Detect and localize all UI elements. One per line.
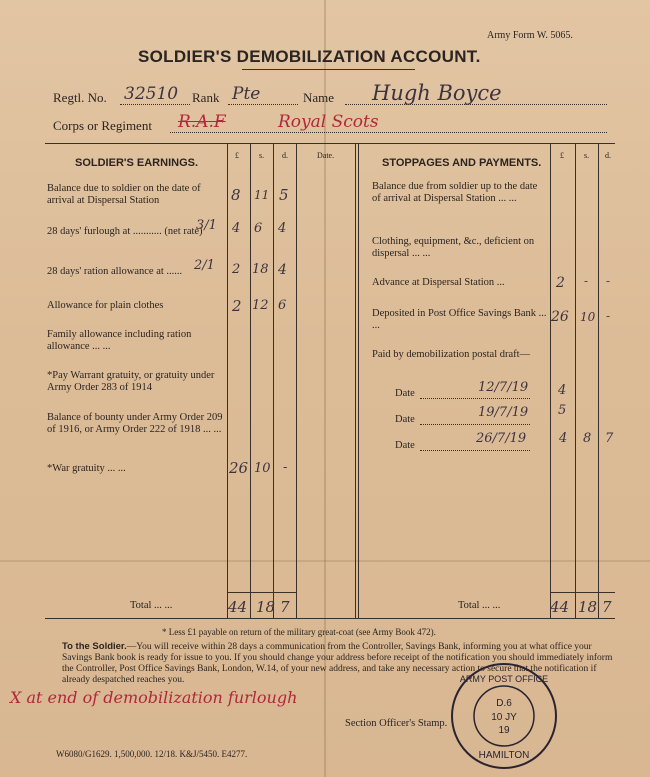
to-soldier-heading: To the Soldier. (62, 641, 127, 652)
postmark-date: 10 JY (491, 712, 517, 723)
draft-date-value: 19/7/19 (478, 405, 529, 420)
stoppages-row-label: Paid by demobilization postal draft— (372, 349, 531, 360)
postmark-top-text: ARMY POST OFFICE (459, 674, 549, 684)
corps-value: Royal Scots (278, 112, 379, 132)
earnings-row-shillings: 18 (252, 262, 269, 277)
stoppages-row-shillings: - (584, 274, 589, 288)
regtl-value: 32510 (124, 84, 179, 104)
earnings-row-label: 28 days' furlough at ........... (net rate) (47, 226, 203, 237)
earnings-row-pence: 4 (278, 262, 287, 278)
draft-date-value: 26/7/19 (476, 431, 527, 446)
stoppages-row-shillings: 10 (580, 310, 596, 324)
postmark-stamp (448, 660, 560, 772)
earnings-row-pence: 5 (279, 186, 289, 204)
draft-pounds: 5 (558, 403, 567, 418)
col-pounds-left: £ (235, 151, 239, 160)
stoppages-total-pence: 7 (602, 598, 612, 616)
draft-shillings: 8 (583, 431, 592, 446)
col-shillings-right: s. (584, 151, 590, 160)
earnings-row-label: 28 days' ration allowance at ...... (47, 266, 183, 277)
col-pence-right: d. (605, 151, 611, 160)
col-pence-left: d. (282, 151, 288, 160)
col-shillings-left: s. (259, 151, 265, 160)
form-number: Army Form W. 5065. (487, 30, 573, 41)
earnings-total-label: Total ... ... (130, 600, 173, 611)
draft-date-label: Date (395, 440, 415, 451)
corps-label: Corps or Regiment (53, 118, 152, 133)
stoppages-row-label: Balance due from soldier up to the date of arrival at Dispersal Station ... ... (372, 181, 538, 204)
earnings-row-shillings: 10 (254, 461, 271, 476)
table-top-rule (45, 143, 615, 144)
regtl-label: Regtl. No. (53, 90, 107, 105)
earnings-total-pence: 7 (280, 598, 290, 616)
stoppages-row-label: Clothing, equipment, &c., deficient on dispersal ... ... (372, 236, 535, 259)
stoppages-row-pence: - (606, 309, 611, 323)
stoppages-row-pounds: 2 (556, 275, 565, 291)
draft-pence: 7 (605, 431, 614, 446)
earnings-row-label: Balance due to soldier on the date of arrival at Dispersal Station (47, 183, 201, 206)
earnings-row-pounds: 2 (232, 297, 242, 315)
earnings-row-pounds: 8 (231, 186, 241, 204)
earnings-row-pence: 4 (278, 221, 287, 236)
postmark-bottom-text: HAMILTON (478, 750, 530, 761)
earnings-row-pounds: 4 (232, 221, 241, 236)
rank-label: Rank (192, 90, 220, 105)
draft-date-label: Date (395, 414, 415, 425)
earnings-row-label: Allowance for plain clothes (47, 300, 164, 311)
section-officer-label: Section Officer's Stamp. (345, 718, 448, 729)
draft-pounds: 4 (559, 431, 568, 446)
rank-value: Pte (232, 84, 261, 104)
earnings-row-shillings: 12 (252, 298, 269, 313)
earnings-row-pence: 6 (278, 298, 287, 313)
earnings-row-pounds: 2 (232, 262, 241, 277)
earnings-row-rate: 2/1 (194, 258, 215, 273)
draft-pounds: 4 (558, 383, 567, 398)
earnings-row-pence: - (283, 460, 288, 475)
draft-date-value: 12/7/19 (478, 380, 529, 395)
stoppages-total-pounds: 44 (550, 598, 570, 616)
earnings-total-pounds: 44 (228, 598, 248, 616)
to-soldier-text: —You will receive within 28 days a communication from the Controller, Savings Bank, informing you at what office your Savings Bank book is ready for issue to you. If you should change your address before receipt of the notification you should immediately inform the Controller, Post Office Savings Bank, London, W.14, of your new address, and take any necessary action to secure that the notification if already despatched reaches you. (62, 642, 613, 685)
earnings-row-label: Family allowance including ration allowance ... ... (47, 329, 192, 352)
postmark-year: 19 (498, 725, 510, 736)
earnings-row-label: Balance of bounty under Army Order 209 of 1916, or Army Order 222 of 1918 ... ... (47, 412, 223, 435)
stoppages-total-label: Total ... ... (458, 600, 501, 611)
earnings-row-label: *Pay Warrant gratuity, or gratuity under Army Order 283 of 1914 (47, 370, 215, 393)
earnings-total-shillings: 18 (256, 598, 276, 616)
stoppages-heading: STOPPAGES AND PAYMENTS. (382, 157, 542, 169)
earnings-row-rate: 3/1 (196, 218, 217, 233)
corps-struck-value: R.A.F (178, 112, 226, 132)
earnings-row-label: *War gratuity ... ... (47, 463, 126, 474)
postmark-code: D.6 (496, 698, 512, 709)
stoppages-total-shillings: 18 (578, 598, 598, 616)
col-date: Date. (317, 151, 335, 160)
draft-date-label: Date (395, 388, 415, 399)
earnings-heading: SOLDIER'S EARNINGS. (75, 157, 199, 169)
name-value: Hugh Boyce (372, 81, 502, 105)
stoppages-row-pounds: 26 (551, 309, 569, 325)
footnote: * Less £1 payable on return of the military great-coat (see Army Book 472). (162, 627, 436, 637)
title-underline (242, 69, 415, 70)
col-pounds-right: £ (560, 151, 564, 160)
earnings-row-shillings: 11 (254, 188, 270, 202)
table-bottom-rule (45, 618, 615, 619)
earnings-row-pounds: 26 (229, 459, 249, 477)
stoppages-row-pence: - (606, 274, 611, 288)
stoppages-row-label: Deposited in Post Office Savings Bank ... ... (372, 308, 547, 331)
printer-line: W6080/G1629. 1,500,000. 12/18. K&J/5450. E4277. (56, 749, 248, 759)
page-title: SOLDIER'S DEMOBILIZATION ACCOUNT. (138, 47, 481, 66)
fold-crease-horizontal (0, 560, 650, 562)
handwritten-annotation: X at end of demobilization furlough (10, 688, 298, 707)
name-label: Name (303, 90, 335, 105)
earnings-row-shillings: 6 (254, 221, 263, 236)
stoppages-row-label: Advance at Dispersal Station ... (372, 277, 505, 288)
